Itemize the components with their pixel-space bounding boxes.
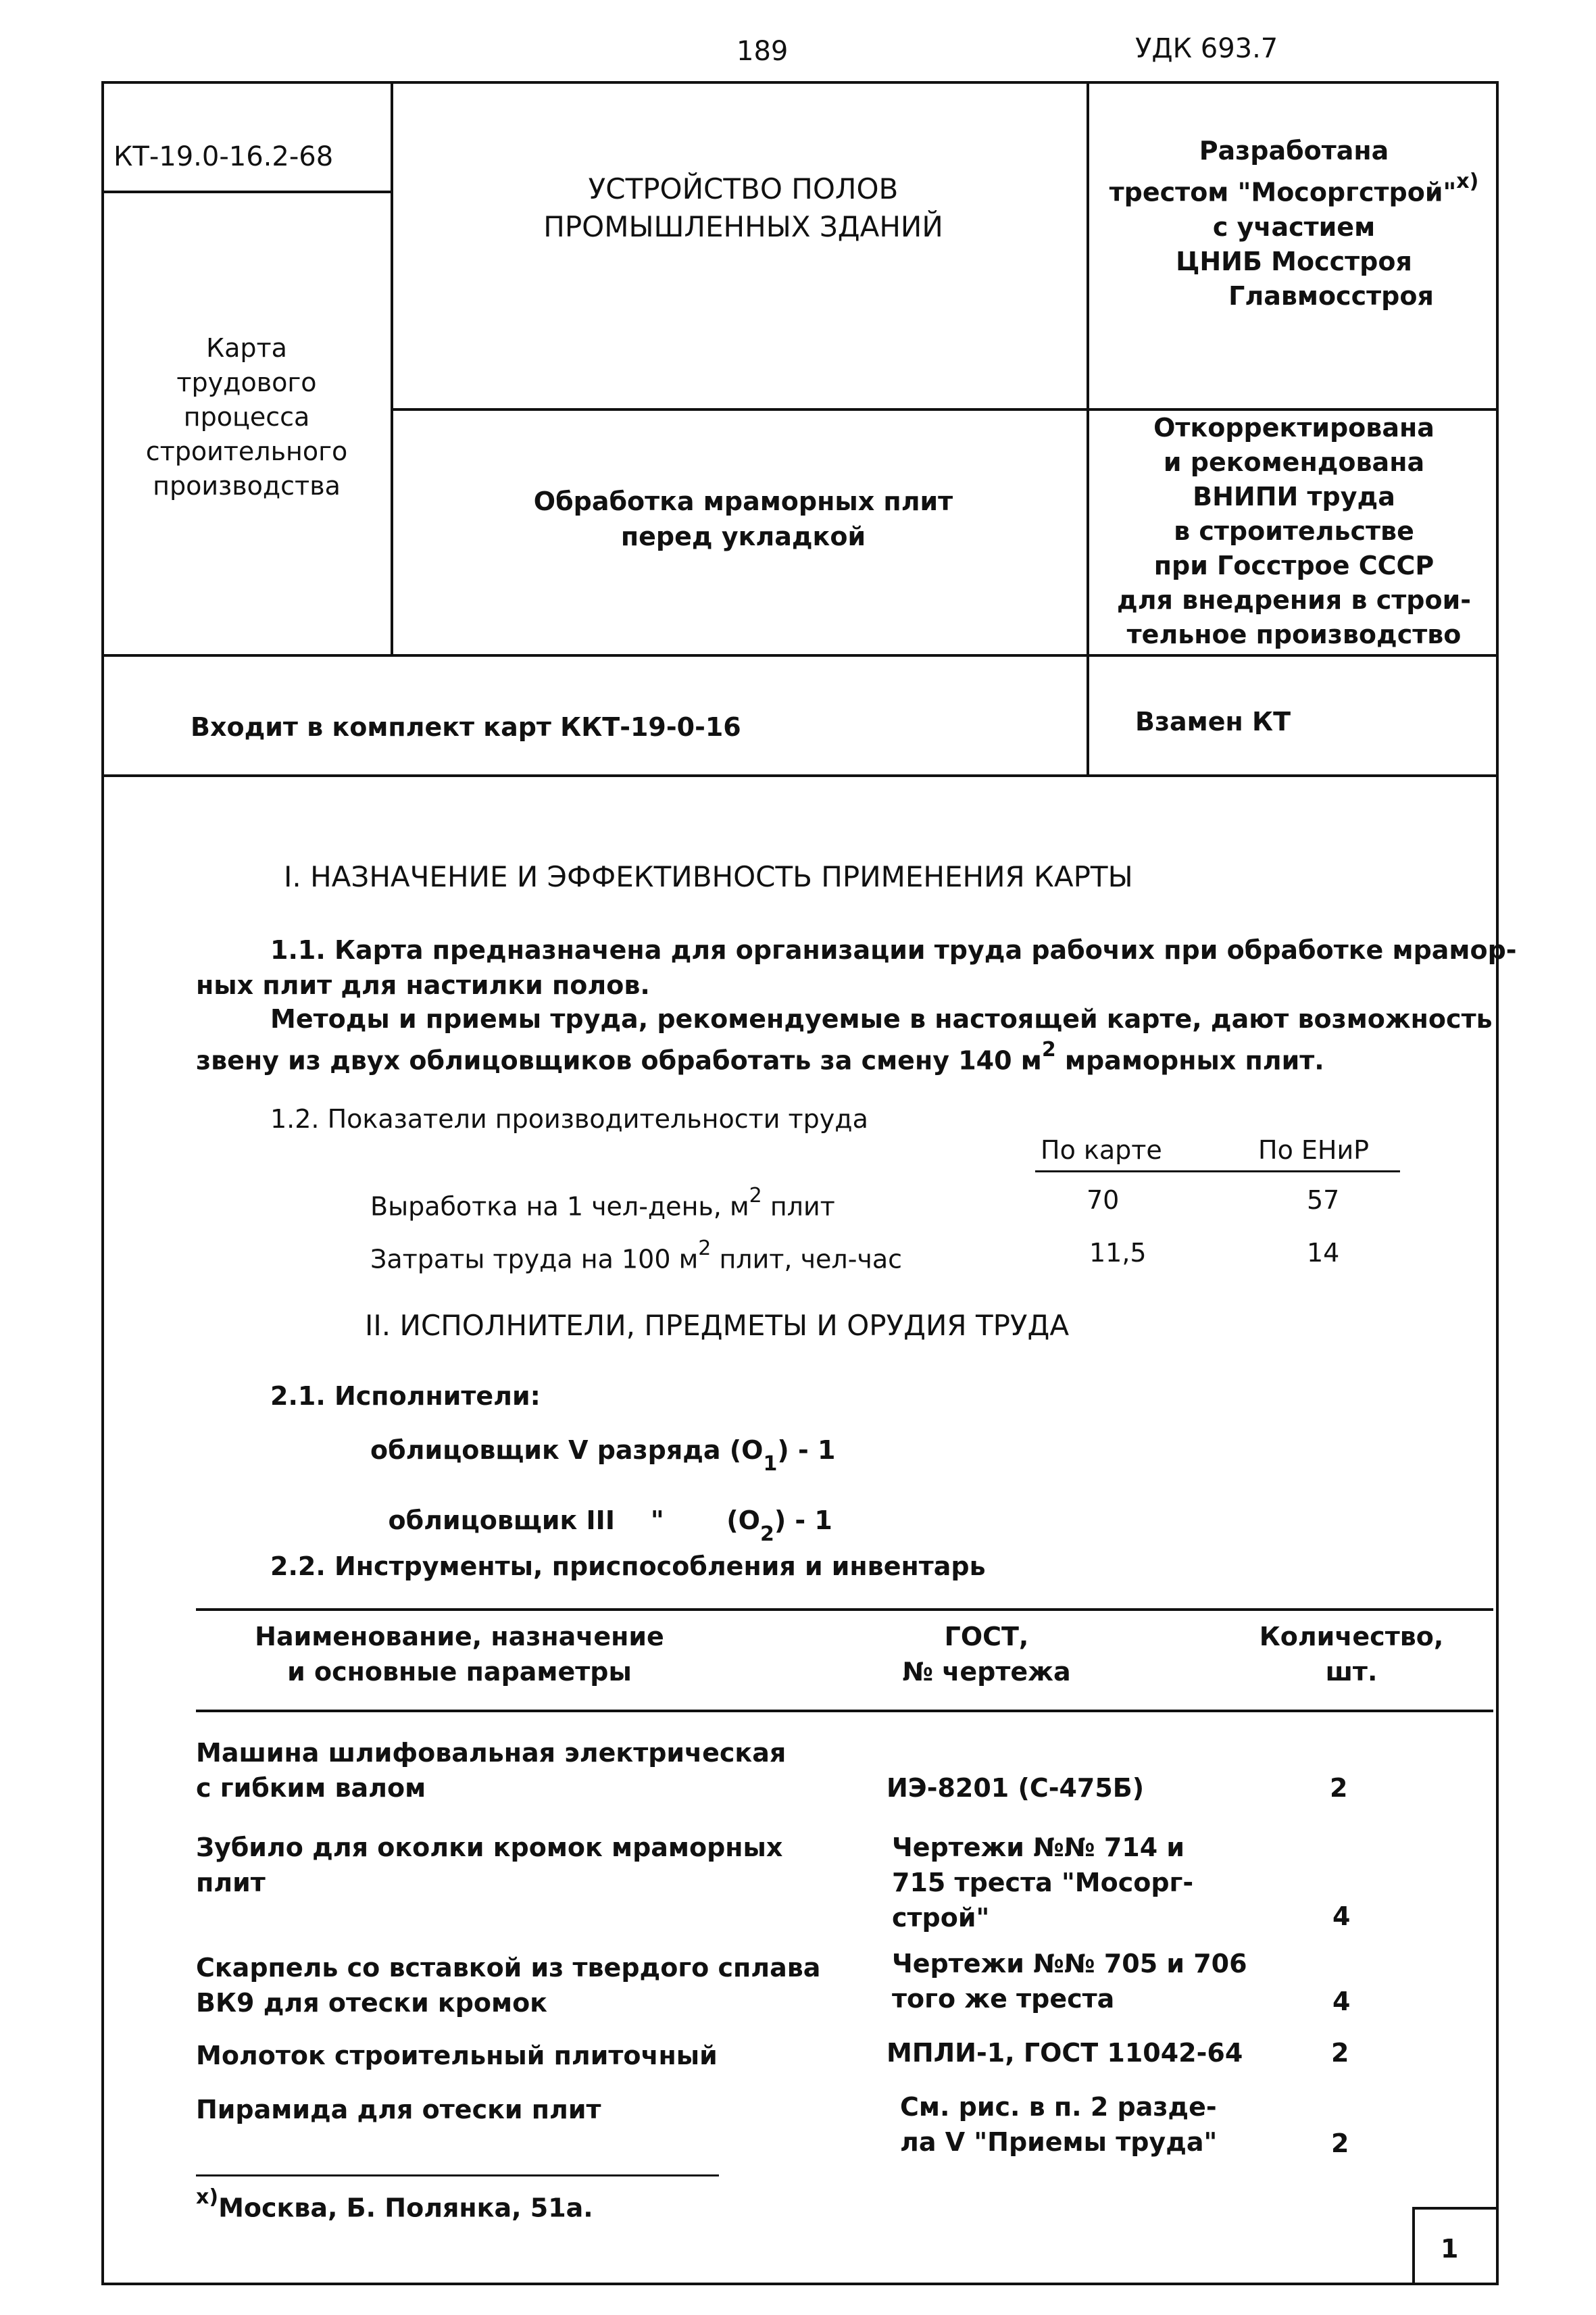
indicator-row-enir-value: 57 bbox=[1307, 1185, 1340, 1215]
indicators-col-card: По карте bbox=[1041, 1135, 1162, 1165]
card-subtitle: Обработка мраморных плит перед укладкой bbox=[533, 487, 953, 551]
replaces-label: Взамен КТ bbox=[1135, 707, 1291, 737]
section-1-para-2-line-2: звену из двух облицовщиков обработать за смену 140 $м^2$ мраморных плит. bbox=[196, 1038, 1324, 1076]
corrected-by: Откорректирована и рекомендована ВНИПИ труда в строительстве при Госстрое СССР для внедрения в строи- тельное производство bbox=[1117, 413, 1471, 649]
tools-header-gost: ГОСТ, № чертежа bbox=[902, 1622, 1071, 1687]
main-title: УСТРОЙСТВО ПОЛОВ ПРОМЫШЛЕННЫХ ЗДАНИЙ bbox=[543, 172, 943, 243]
tools-row-gost: Чертежи №№ 705 и 706 того же треста bbox=[892, 1949, 1247, 2014]
tools-row-gost: МПЛИ-1, ГОСТ 11042-64 bbox=[887, 2038, 1243, 2068]
indicator-row-card-value: 70 bbox=[1087, 1185, 1120, 1215]
header-divider-right bbox=[1087, 81, 1089, 777]
tools-row-qty: 4 bbox=[1332, 1987, 1351, 2016]
footnote-rule bbox=[196, 2174, 719, 2176]
header-lower-line bbox=[101, 654, 1499, 657]
tools-row-gost: См. рис. в п. 2 разде- ла V "Приемы труда" bbox=[900, 2092, 1218, 2157]
indicator-row-label: Затраты труда на 100 $м^2$ плит, чел-час bbox=[370, 1237, 903, 1274]
header-divider-left bbox=[391, 81, 393, 655]
performers-title: 2.1. Исполнители: bbox=[270, 1381, 541, 1411]
developed-by: Разработана трестом "Мосоргстрой"$^{x)}$ с участием ЦНИБ Мосстроя Главмосстроя bbox=[1109, 136, 1479, 311]
section-1-para-1-line-2: ных плит для настилки полов. bbox=[196, 970, 650, 1000]
tools-row-qty: 4 bbox=[1332, 1901, 1351, 1931]
tools-row-qty: 2 bbox=[1331, 2038, 1349, 2068]
tools-row-name: Скарпель со вставкой из твердого сплава ВК9 для отески кромок bbox=[196, 1953, 821, 2018]
indicator-row-label: Выработка на 1 чел-день, $м^2$ плит bbox=[370, 1184, 835, 1222]
header-bottom-line bbox=[101, 774, 1499, 777]
tools-title: 2.2. Инструменты, приспособления и инвентарь bbox=[270, 1551, 986, 1581]
section-2-title: II. ИСПОЛНИТЕЛИ, ПРЕДМЕТЫ И ОРУДИЯ ТРУДА bbox=[365, 1309, 1070, 1342]
indicators-title: 1.2. Показатели производительности труда bbox=[270, 1104, 868, 1134]
performer-row: облицовщик V разряда $(O_1) - 1$ bbox=[370, 1435, 836, 1476]
tools-row-name: Пирамида для отески плит bbox=[196, 2095, 601, 2124]
section-1-title: I. НАЗНАЧЕНИЕ И ЭФФЕКТИВНОСТЬ ПРИМЕНЕНИЯ КАРТЫ bbox=[284, 860, 1133, 893]
card-type: Карта трудового процесса строительного производства bbox=[145, 333, 348, 501]
card-set-label: Входит в комплект карт ККТ-19-0-16 bbox=[191, 712, 741, 742]
header-code-underline bbox=[101, 191, 392, 193]
performer-row: облицовщик III " $(O_2) - 1$ bbox=[388, 1505, 832, 1546]
tools-table-top-rule bbox=[196, 1608, 1493, 1611]
tools-row-qty: 2 bbox=[1330, 1773, 1348, 1803]
card-code: КТ-19.0-16.2-68 bbox=[114, 141, 334, 172]
tools-row-name: Машина шлифовальная электрическая с гибким валом bbox=[196, 1738, 787, 1803]
tools-row-gost: Чертежи №№ 714 и 715 треста "Мосорг- строй" bbox=[892, 1833, 1194, 1933]
tools-header-qty: Количество, шт. bbox=[1259, 1622, 1444, 1687]
tools-table-header-rule bbox=[196, 1710, 1493, 1712]
section-1-para-2-line-1: Методы и приемы труда, рекомендуемые в настоящей карте, дают возможность bbox=[270, 1004, 1493, 1034]
indicator-row-card-value: 11,5 bbox=[1089, 1238, 1147, 1268]
indicators-header-underline bbox=[1035, 1170, 1400, 1172]
tools-header-name: Наименование, назначение и основные параметры bbox=[255, 1622, 664, 1687]
sheet-number: 1 bbox=[1441, 2234, 1459, 2264]
tools-row-qty: 2 bbox=[1331, 2129, 1349, 2158]
page-number: 189 bbox=[737, 36, 789, 67]
footnote: $^{x)}$Москва, Б. Полянка, 51а. bbox=[196, 2185, 593, 2223]
udk-code: УДК 693.7 bbox=[1135, 33, 1278, 64]
tools-row-gost: ИЭ-8201 (С-475Б) bbox=[887, 1773, 1145, 1803]
developed-footnote-mark: x) bbox=[1456, 170, 1479, 193]
section-1-para-1-line-1: 1.1. Карта предназначена для организации труда рабочих при обработке мрамор- bbox=[270, 935, 1517, 965]
tools-row-name: Зубило для околки кромок мраморных плит bbox=[196, 1833, 783, 1897]
tools-row-name: Молоток строительный плиточный bbox=[196, 2041, 718, 2070]
indicators-col-enir: По ЕНиР bbox=[1258, 1135, 1370, 1165]
indicator-row-enir-value: 14 bbox=[1307, 1238, 1340, 1268]
